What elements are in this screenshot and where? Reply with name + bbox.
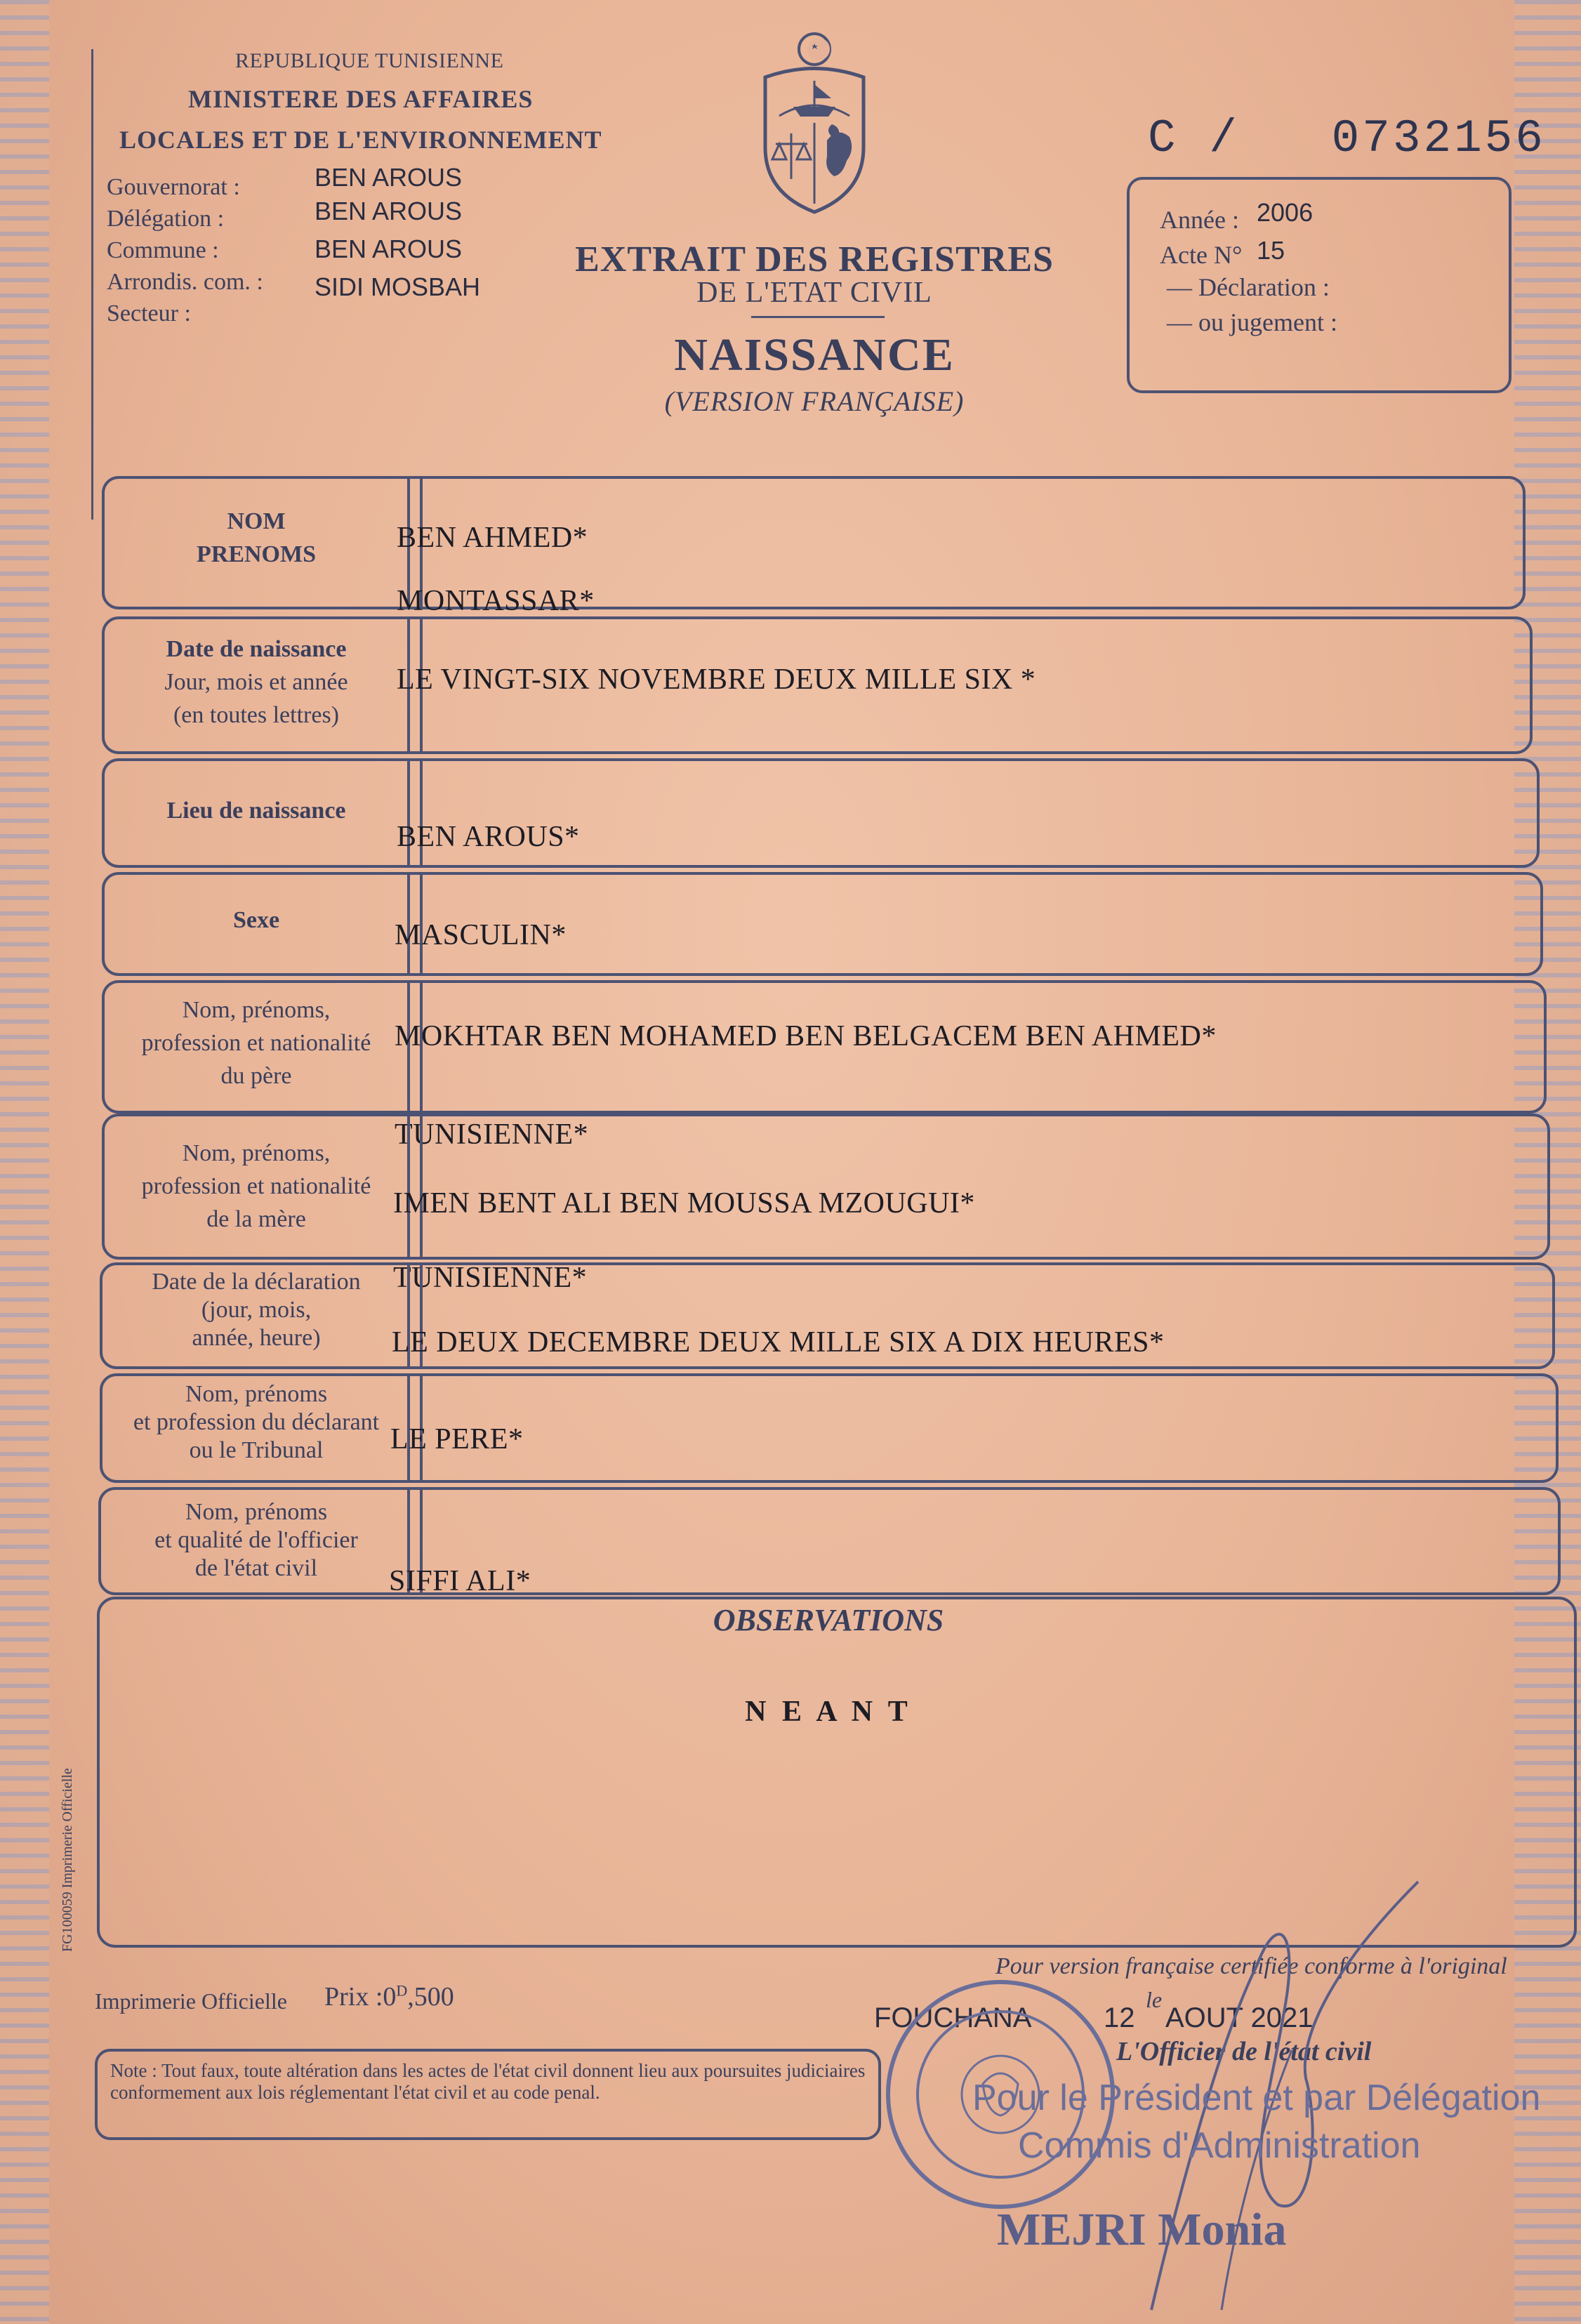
decl-label1: Date de la déclaration <box>152 1269 361 1295</box>
observations-heading: OBSERVATIONS <box>713 1603 944 1637</box>
decl-value: LE DEUX DECEMBRE DEUX MILLE SIX A DIX HEURES* <box>392 1326 1165 1359</box>
officier-value: SIFFI ALI* <box>389 1565 531 1597</box>
nom-label: NOM <box>227 508 286 534</box>
imprimerie-label: Imprimerie Officielle <box>95 1988 287 2014</box>
dob-value: LE VINGT-SIX NOVEMBRE DEUX MILLE SIX * <box>397 663 1036 696</box>
certification-text: Pour version française certifiée conforme à l'original <box>995 1953 1507 1979</box>
legal-note: Note : Tout faux, toute altération dans les actes de l'état civil donnent lieu aux poursuites judiciaires conformement aux lois réglementant l'état civil et au code penal. <box>95 2049 881 2140</box>
delegation-value: BEN AROUS <box>315 197 463 225</box>
title-line1: EXTRAIT DES REGISTRES <box>575 239 1054 279</box>
officier-label3: de l'état civil <box>194 1555 318 1582</box>
dob-sublabel2: (en toutes lettres) <box>173 701 340 728</box>
lieu-value: BEN AROUS* <box>397 821 580 853</box>
row-divider <box>407 1114 423 1257</box>
side-print-code: FG100059 Imprimerie Officielle <box>60 1768 75 1952</box>
declarant-value: LE PERE* <box>390 1423 524 1455</box>
secteur-label: Secteur : <box>107 301 191 326</box>
stamp-line2: Commis d'Administration <box>1018 2125 1421 2166</box>
annee-label: Année : <box>1160 206 1239 234</box>
decl-label3: année, heure) <box>192 1325 321 1352</box>
le-text: le <box>1146 1987 1163 2012</box>
coat-of-arms-emblem <box>744 28 885 218</box>
sexe-value: MASCULIN* <box>395 919 567 951</box>
arrondis-label: Arrondis. com. : <box>107 269 263 295</box>
delegation-label: Délégation : <box>107 206 225 232</box>
observations-value: N E A N T <box>745 1696 912 1728</box>
pere-label3: du père <box>220 1062 292 1089</box>
header-rule <box>91 49 93 520</box>
commune-label: Commune : <box>107 237 219 263</box>
dob-sublabel: Jour, mois et année <box>164 668 348 695</box>
day-value: 12 <box>1104 2002 1135 2033</box>
mere-label2: profession et nationalité <box>141 1173 371 1199</box>
dob-label: Date de naissance <box>166 636 347 662</box>
officier-label1: Nom, prénoms <box>185 1499 328 1525</box>
sexe-label: Sexe <box>232 907 280 933</box>
republic-text: REPUBLIQUE TUNISIENNE <box>235 49 504 72</box>
decl-label2: (jour, mois, <box>201 1297 312 1323</box>
pere-label2: profession et nationalité <box>141 1029 371 1056</box>
stamp-name: MEJRI Monia <box>997 2204 1287 2255</box>
mere-nationalite: TUNISIENNE* <box>393 1262 588 1294</box>
serial-number: C / 0732156 <box>1148 112 1546 165</box>
arrondis-value: SIDI MOSBAH <box>315 272 481 301</box>
acte-label: Acte N° <box>1160 241 1243 269</box>
pere-label1: Nom, prénoms, <box>182 997 331 1023</box>
gouvernorat-label: Gouvernorat : <box>107 174 240 200</box>
declarant-label3: ou le Tribunal <box>189 1437 324 1464</box>
prenoms-label: PRENOMS <box>197 541 316 567</box>
prix-label: Prix $:0^D,500$ <box>324 1981 454 2012</box>
pere-nationalite: TUNISIENNE* <box>395 1118 589 1151</box>
nom-value: BEN AHMED* <box>397 522 588 554</box>
stamp-line1: Pour le Président et par Délégation <box>972 2078 1541 2118</box>
place-value: FOUCHANA <box>874 2002 1032 2033</box>
guilloche-border-left <box>0 0 49 2324</box>
month-year-value: AOUT 2021 <box>1165 2002 1314 2033</box>
declarant-label1: Nom, prénoms <box>185 1381 328 1407</box>
mere-label3: de la mère <box>206 1206 306 1232</box>
acte-value: 15 <box>1257 236 1285 265</box>
officier-label2: et qualité de l'officier <box>154 1527 358 1554</box>
jugement-label: — ou jugement : <box>1167 308 1337 336</box>
lieu-label: Lieu de naissance <box>166 798 346 824</box>
commune-value: BEN AROUS <box>315 235 463 263</box>
declaration-label: — Déclaration : <box>1167 273 1330 301</box>
prenoms-value: MONTASSAR* <box>397 585 595 617</box>
ministry-line2: LOCALES ET DE L'ENVIRONNEMENT <box>119 126 602 154</box>
title-naissance: NAISSANCE <box>674 329 955 381</box>
ministry-line1: MINISTERE DES AFFAIRES <box>188 85 534 113</box>
annee-value: 2006 <box>1257 198 1314 227</box>
declarant-label2: et profession du déclarant <box>133 1409 380 1436</box>
title-underline <box>751 316 885 318</box>
title-line2: DE L'ETAT CIVIL <box>696 277 932 309</box>
mere-label1: Nom, prénoms, <box>182 1140 331 1166</box>
title-version: (VERSION FRANÇAISE) <box>664 385 965 417</box>
gouvernorat-value: BEN AROUS <box>315 163 463 192</box>
officier-signature-label: L'Officier de l'état civil <box>1116 2037 1372 2066</box>
pere-value: MOKHTAR BEN MOHAMED BEN BELGACEM BEN AHMED* <box>395 1020 1217 1052</box>
mere-value: IMEN BENT ALI BEN MOUSSA MZOUGUI* <box>393 1187 975 1220</box>
